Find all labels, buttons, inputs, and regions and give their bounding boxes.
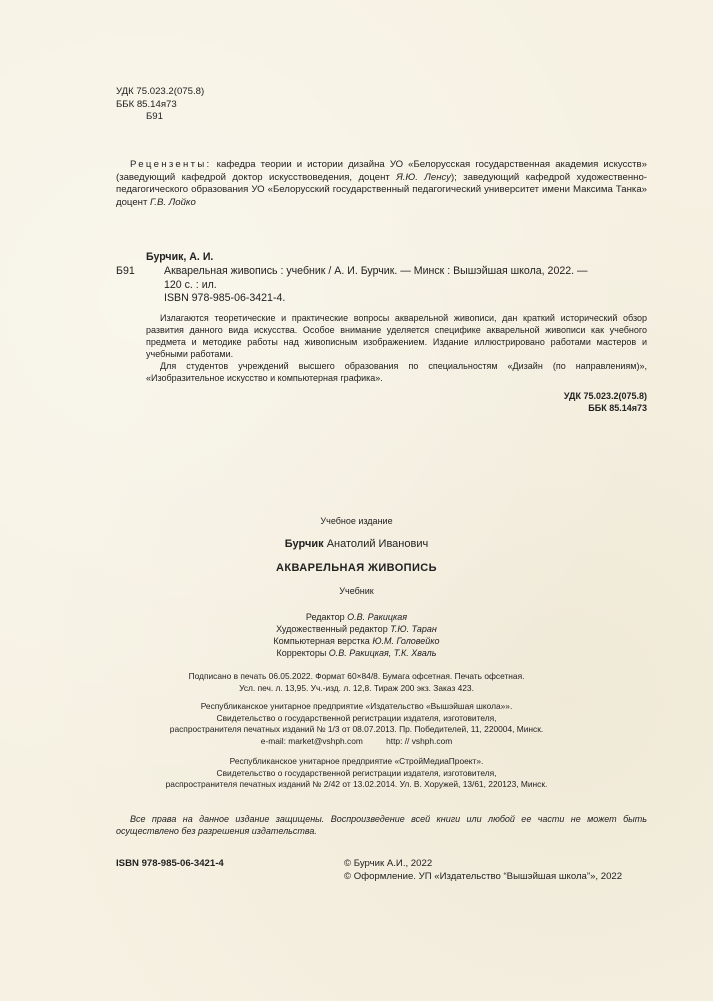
- print-info-line: Усл. печ. л. 13,95. Уч.-изд. л. 12,8. Тираж 200 экз. Заказ 423.: [239, 682, 474, 693]
- reviewer-name-1: Я.Ю. Ленсу: [396, 171, 451, 183]
- author-sign-code: Б91: [146, 111, 163, 122]
- bibliography-code: Б91: [116, 265, 135, 277]
- book-title: АКВАРЕЛЬНАЯ ЖИВОПИСЬ: [276, 562, 437, 574]
- imprint-author: [0, 537, 713, 551]
- annotation-bbk: ББК 85.14я73: [588, 403, 647, 413]
- staff-art-editor: Художественный редактор Т.Ю. Таран: [276, 624, 437, 634]
- publisher-line: Свидетельство о государственной регистрации издателя, изготовителя,: [216, 712, 497, 723]
- staff-layout: Компьютерная верстка Ю.М. Головейко: [273, 636, 440, 646]
- staff-editor: Редактор О.В. Ракицкая: [305, 612, 408, 622]
- copyright-design: © Оформление. УП «Издательство “Вышэйшая школа”», 2022: [344, 871, 623, 882]
- reviewer-name-2: Г.В. Лойко: [150, 196, 196, 208]
- footer-copyrights: [344, 857, 622, 883]
- bibliography-author: Бурчик, А. И.: [146, 251, 214, 263]
- edition-type: Учебное издание: [320, 516, 393, 526]
- print-info-line: Подписано в печать 06.05.2022. Формат 60×84/8. Бумага офсетная. Печать офсетная.: [188, 671, 525, 681]
- rights-notice: Все права на данное издание защищены. Воспроизведение всей книги или любой ее части не может быть осуществлено без разрешения издательства.: [116, 814, 647, 836]
- publisher-block: [0, 701, 713, 747]
- printer-line: Свидетельство о государственной регистрации издателя, изготовителя,: [216, 767, 497, 778]
- imprint-author-surname: Бурчик: [284, 538, 324, 550]
- bibliography-isbn: ISBN 978-985-06-3421-4.: [164, 292, 286, 304]
- staff-proofreaders: Корректоры О.В. Ракицкая, Т.К. Хваль: [276, 648, 437, 658]
- footer-isbn: ISBN 978-985-06-3421-4: [116, 858, 224, 869]
- annotation-udk: УДК 75.023.2(075.8): [563, 391, 647, 401]
- bibliography-line1: Акварельная живопись : учебник / А. И. Бурчик. — Минск : Вышэйшая школа, 2022. —: [164, 265, 588, 277]
- annotation-paragraph-2: Для студентов учреждений высшего образования по специальностям «Дизайн (по направлениям)», «Изобразительное искусство и компьютерная графика».: [146, 361, 647, 383]
- printer-line: распространителя печатных изданий № 2/42 от 13.02.2014. Ул. В. Хоружей, 13/61, 220123, Минск.: [165, 779, 548, 789]
- copyright-author: © Бурчик А.И., 2022: [344, 858, 433, 869]
- book-genre: Учебник: [339, 586, 374, 596]
- udk-code: УДК 75.023.2(075.8): [116, 86, 205, 97]
- print-info-block: [0, 671, 713, 694]
- publisher-contacts: e-mail: market@vshph.com http: // vshph.com: [260, 735, 453, 746]
- classification-block: [116, 86, 316, 124]
- bibliography-line2: 120 с. : ил.: [164, 279, 217, 291]
- reviewers-block: [116, 159, 647, 209]
- reviewers-label: Рецензенты:: [130, 159, 212, 170]
- imprint-author-name: Анатолий Иванович: [323, 538, 429, 550]
- bbk-code: ББК 85.14я73: [116, 98, 177, 110]
- staff-block: [0, 611, 713, 659]
- reviewers-text-1: кафедра теории и истории дизайна УО «Белорусская государственная академия искусств» (заведующий кафедрой доктор искусствоведения, доцент: [116, 159, 647, 183]
- publisher-line: Республиканское унитарное предприятие «Издательство «Вышэйшая школа»».: [200, 701, 513, 711]
- annotation-block: [146, 312, 647, 384]
- annotation-paragraph-1: Излагаются теоретические и практические вопросы акварельной живописи, дан краткий исторический обзор развития данного вида искусства. Особое внимание уделяется специфике акварельной живописи как учебного предмета и методике работы над живописным изображением. Издание иллюстрировано работами мастеров и учебными работами.: [146, 313, 647, 359]
- reviewers-text-2: ); заведующий кафедрой художественно-педагогического образования УО «Белорусский государственный педагогический университет имени Максима Танка» доцент: [116, 171, 647, 208]
- printer-line: Республиканское унитарное предприятие «СтройМедиаПроект».: [229, 756, 484, 766]
- publisher-line: распространителя печатных изданий № 1/3 от 08.07.2013. Пр. Победителей, 11, 220004, Минск.: [169, 724, 544, 734]
- printer-block: [0, 756, 713, 791]
